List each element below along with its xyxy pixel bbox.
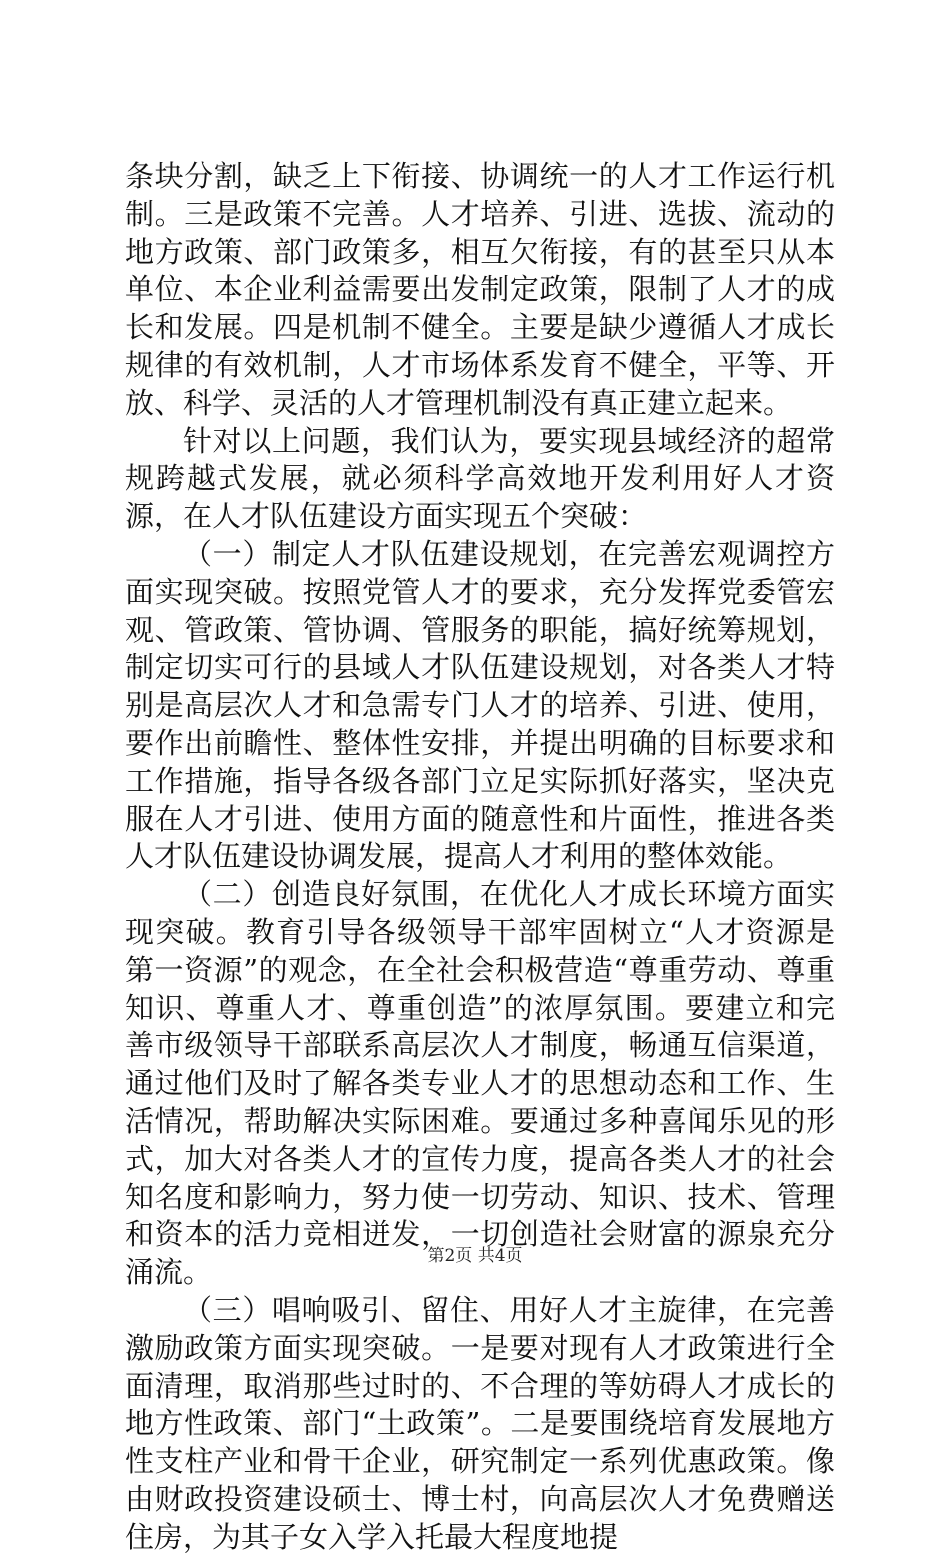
paragraph-section-3: （三）唱响吸引、留住、用好人才主旋律，在完善激励政策方面实现突破。一是要对现有人才政策进行全面清理，取消那些过时的、不合理的等妨碍人才成长的地方性政策、部门“土政策”。二是要围绕培育发展地方性支柱产业和骨干企业，研究制定一系列优惠政策。像由财政投资建设硕士、博士村，向高层次人才免费赠送住房，为其子女入学入托最大程度地提 (125, 1292, 835, 1554)
paragraph-five-breakthroughs: 针对以上问题，我们认为，要实现县域经济的超常规跨越式发展，就必须科学高效地开发利用好人才资源，在人才队伍建设方面实现五个突破： (125, 423, 835, 534)
document-body (125, 158, 835, 1556)
paragraph-section-2: （二）创造良好氛围，在优化人才成长环境方面实现突破。教育引导各级领导干部牢固树立“人才资源是第一资源”的观念，在全社会积极营造“尊重劳动、尊重知识、尊重人才、尊重创造”的浓厚氛围。要建立和完善市级领导干部联系高层次人才制度，畅通互信渠道，通过他们及时了解各类专业人才的思想动态和工作、生活情况，帮助解决实际困难。要通过多种喜闻乐见的形式，加大对各类人才的宣传力度，提高各类人才的社会知名度和影响力，努力使一切劳动、知识、技术、管理和资本的活力竞相迸发，一切创造社会财富的源泉充分涌流。 (125, 877, 835, 1290)
page-footer: 第2页 共4页 (427, 1246, 523, 1266)
paragraph-section-1: （一）制定人才队伍建设规划，在完善宏观调控方面实现突破。按照党管人才的要求，充分发挥党委管宏观、管政策、管协调、管服务的职能，搞好统筹规划，制定切实可行的县域人才队伍建设规划，对各类人才特别是高层次人才和急需专门人才的培养、引进、使用，要作出前瞻性、整体性安排，并提出明确的目标要求和工作措施，指导各级各部门立足实际抓好落实，坚决克服在人才引进、使用方面的随意性和片面性，推进各类人才队伍建设协调发展，提高人才利用的整体效能。 (125, 536, 835, 874)
paragraph-continuation: 条块分割，缺乏上下衔接、协调统一的人才工作运行机制。三是政策不完善。人才培养、引进、选拔、流动的地方政策、部门政策多，相互欠衔接，有的甚至只从本单位、本企业利益需要出发制定政策，限制了人才的成长和发展。四是机制不健全。主要是缺少遵循人才成长规律的有效机制，人才市场体系发育不健全，平等、开放、科学、灵活的人才管理机制没有真正建立起来。 (125, 159, 835, 420)
